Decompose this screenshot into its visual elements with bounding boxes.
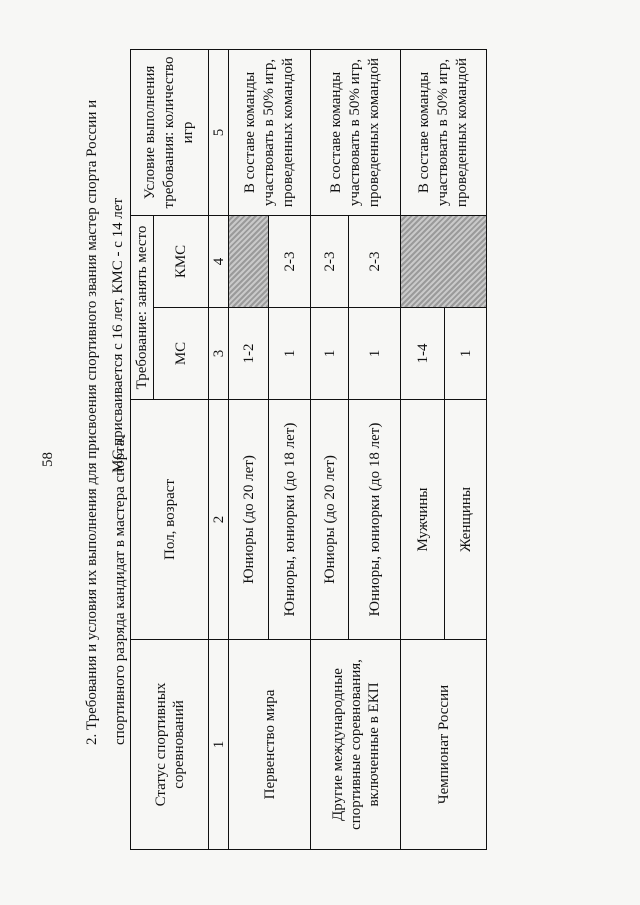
gender-age-cell: Юниоры (до 20 лет): [311, 399, 349, 639]
header-requirement: Требование: занять место: [131, 215, 154, 399]
column-number-row: [209, 49, 229, 849]
assignment-note: МС присваивается с 16 лет, КМС - с 14 лет: [110, 197, 126, 473]
kms-shaded-cell: [401, 215, 487, 307]
status-cell: Первенство мира: [229, 639, 311, 849]
ms-cell: 1: [311, 307, 349, 399]
kms-cell: 2-3: [349, 215, 401, 307]
header-condition: Условие выполнения требования: количество игр: [131, 49, 209, 215]
header-ms: МС: [154, 307, 209, 399]
table-row: [311, 49, 349, 849]
ms-cell: 1-4: [401, 307, 445, 399]
col-number: 1: [209, 639, 229, 849]
col-number: 3: [209, 307, 229, 399]
status-cell: Чемпионат России: [401, 639, 487, 849]
condition-cell: В составе команды участвовать в 50% игр, проведенных командой: [311, 49, 401, 215]
gender-age-cell: Юниоры, юниорки (до 18 лет): [349, 399, 401, 639]
section-heading: 2. Требования и условия их выполнения для присвоения спортивного звания мастер спорта России и спортивного разряда кандидат в мастера спорта.: [84, 99, 128, 745]
header-row: [131, 49, 154, 849]
ms-cell: 1: [349, 307, 401, 399]
col-number: 4: [209, 215, 229, 307]
table-row: [401, 49, 445, 849]
condition-cell: В составе команды участвовать в 50% игр, проведенных командой: [229, 49, 311, 215]
ms-cell: 1: [269, 307, 311, 399]
condition-cell: В составе команды участвовать в 50% игр, проведенных командой: [401, 49, 487, 215]
kms-cell: 2-3: [311, 215, 349, 307]
page-number: 58: [40, 452, 56, 467]
gender-age-cell: Юниоры, юниорки (до 18 лет): [269, 399, 311, 639]
requirements-table: [130, 49, 487, 850]
col-number: 5: [209, 49, 229, 215]
col-number: 2: [209, 399, 229, 639]
kms-shaded-cell: [229, 215, 269, 307]
gender-age-cell: Мужчины: [401, 399, 445, 639]
status-cell: Другие международные спортивные соревнования, включенные в ЕКП: [311, 639, 401, 849]
ms-cell: 1-2: [229, 307, 269, 399]
gender-age-cell: Юниоры (до 20 лет): [229, 399, 269, 639]
gender-age-cell: Женщины: [445, 399, 487, 639]
ms-cell: 1: [445, 307, 487, 399]
header-status: Статус спортивных соревнований: [131, 639, 209, 849]
kms-cell: 2-3: [269, 215, 311, 307]
header-kms: КМС: [154, 215, 209, 307]
header-gender-age: Пол, возраст: [131, 399, 209, 639]
table-row: [229, 49, 269, 849]
